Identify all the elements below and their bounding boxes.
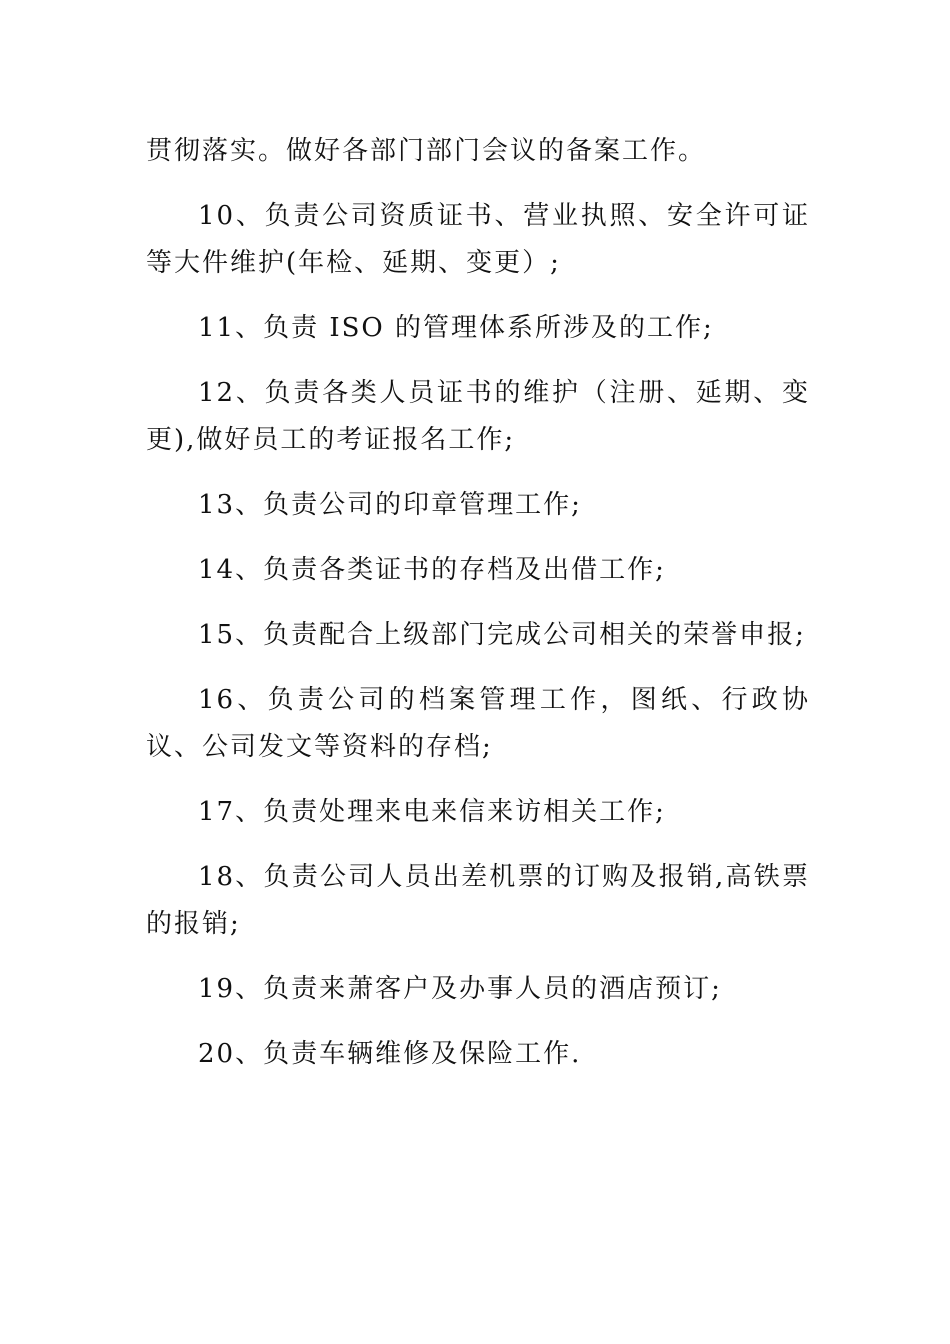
- list-item-17: 17、负责处理来电来信来访相关工作;: [198, 797, 666, 827]
- list-item-14: 14、负责各类证书的存档及出借工作;: [198, 555, 666, 585]
- list-item-12: 12、负责各类人员证书的维护（注册、延期、变更),做好员工的考证报名工作;: [146, 378, 810, 455]
- list-item-19: 19、负责来萧客户及办事人员的酒店预订;: [198, 974, 722, 1004]
- list-item-15: 15、负责配合上级部门完成公司相关的荣誉申报;: [198, 620, 806, 650]
- list-item-20: 20、负责车辆维修及保险工作.: [198, 1039, 582, 1069]
- list-item-13: 13、负责公司的印章管理工作;: [198, 490, 582, 520]
- document-body: [146, 128, 810, 1096]
- list-item-11: 11、负责 ISO 的管理体系所涉及的工作;: [198, 313, 714, 343]
- list-item-16: 16、负责公司的档案管理工作，图纸、行政协议、公司发文等资料的存档;: [146, 685, 810, 762]
- list-item-18: 18、负责公司人员出差机票的订购及报销,高铁票的报销;: [146, 862, 810, 939]
- paragraph-continuation: 贯彻落实。做好各部门部门会议的备案工作。: [146, 136, 707, 166]
- list-item-10: 10、负责公司资质证书、营业执照、安全许可证等大件维护(年检、延期、变更）;: [146, 201, 810, 278]
